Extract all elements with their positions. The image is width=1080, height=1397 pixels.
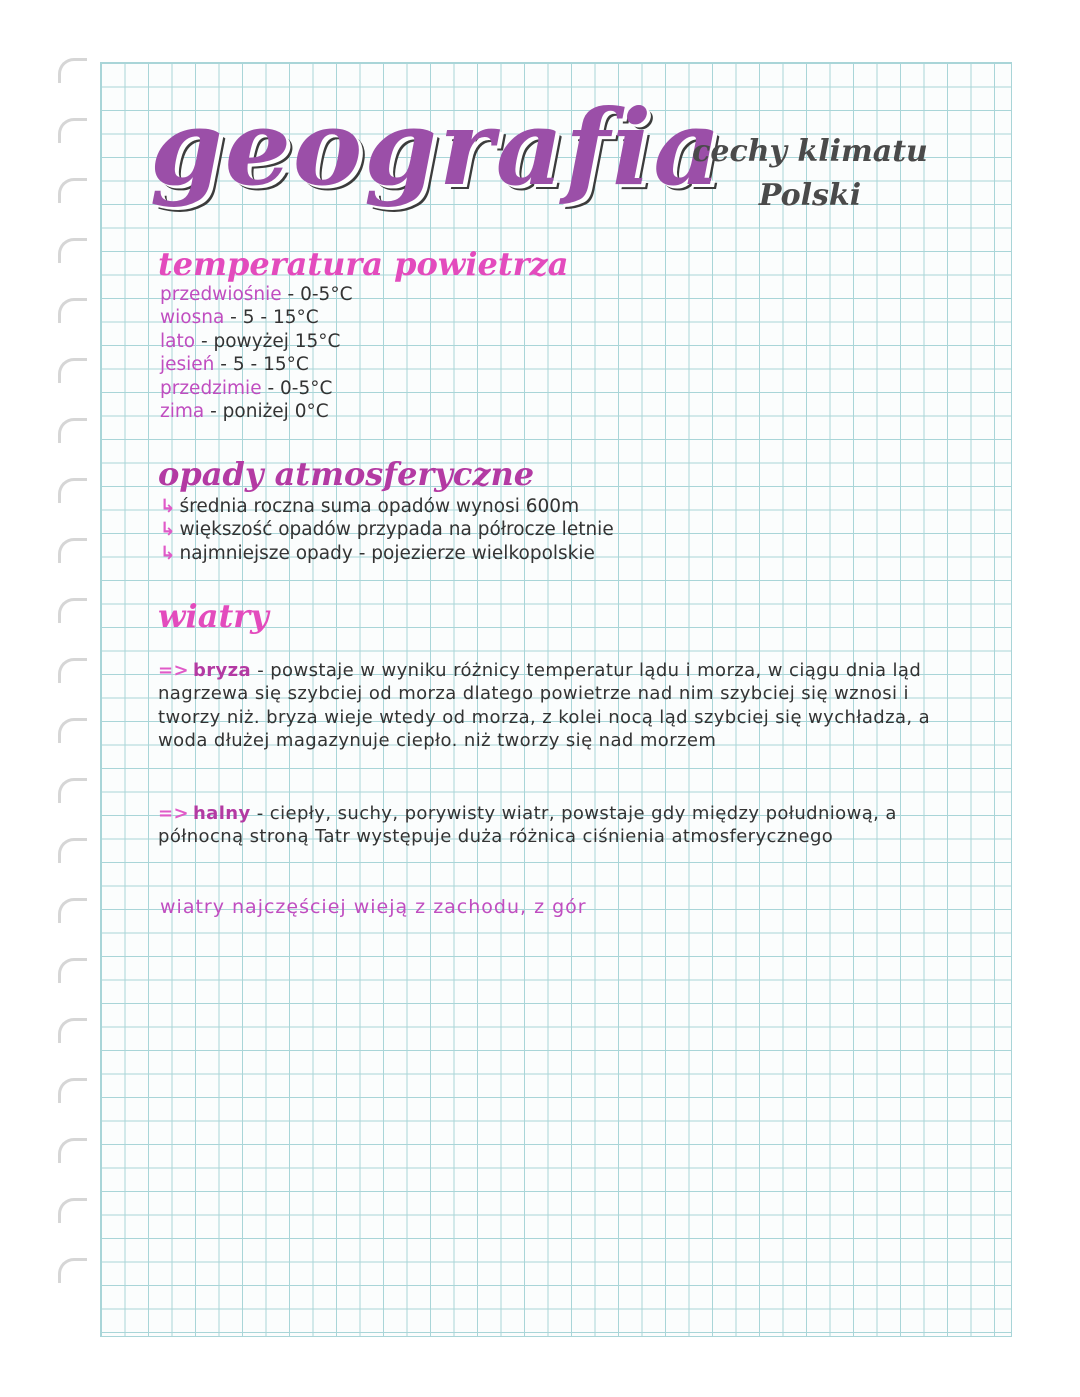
arrow-icon: => bbox=[158, 660, 189, 681]
list-item bbox=[160, 330, 353, 353]
paragraph-text: - powstaje w wyniku różnicy temperatur lądu i morza, w ciągu dnia ląd nagrzewa się szybciej od morza dlatego powietrze nad nim szybciej się wznosi i tworzy niż. bryza wieje wtedy od morza, z kolei nocą ląd szybciej się wychładza, a woda dłużej magazynuje ciepło. niż tworzy się nad morzem bbox=[158, 660, 931, 752]
season-label: zima bbox=[160, 401, 205, 423]
list-item-text: najmniejsze opady - pojezierze wielkopolskie bbox=[179, 542, 595, 564]
season-label: wiosna bbox=[160, 307, 225, 329]
arrow-icon: ↳ bbox=[160, 542, 176, 564]
arrow-icon: ↳ bbox=[160, 496, 176, 517]
paragraph-bryza bbox=[158, 659, 968, 753]
term-halny: halny bbox=[192, 803, 251, 824]
season-value: - 5 - 15°C bbox=[214, 354, 309, 376]
temperature-list bbox=[160, 283, 353, 423]
list-item bbox=[160, 353, 353, 376]
season-value: - 5 - 15°C bbox=[224, 307, 319, 329]
subtitle-line: cechy klimatu bbox=[692, 134, 928, 169]
term-bryza: bryza bbox=[192, 660, 252, 681]
paragraph-text: - ciepły, suchy, porywisty wiatr, powstaje gdy między południową, a północną stroną Tatr występuje duża różnica ciśnienia atmosferycznego bbox=[158, 803, 897, 848]
heading-winds: wiatry bbox=[158, 597, 269, 635]
season-value: - 0-5°C bbox=[261, 377, 333, 399]
list-item bbox=[160, 306, 353, 329]
list-item bbox=[160, 400, 353, 423]
arrow-icon: ↳ bbox=[160, 519, 176, 541]
arrow-icon: => bbox=[158, 803, 189, 824]
heading-precipitation: opady atmosferyczne bbox=[158, 455, 535, 493]
paragraph-halny bbox=[158, 802, 968, 849]
page-subtitle bbox=[660, 130, 960, 218]
season-value: - poniżej 0°C bbox=[204, 401, 329, 423]
list-item bbox=[160, 377, 353, 400]
heading-temperature: temperatura powietrza bbox=[158, 245, 569, 283]
season-label: jesień bbox=[160, 354, 215, 376]
season-label: lato bbox=[160, 330, 196, 352]
list-item bbox=[160, 518, 614, 541]
list-item-text: większość opadów przypada na półrocze letnie bbox=[179, 519, 614, 541]
list-item bbox=[160, 542, 614, 565]
precipitation-list bbox=[160, 495, 614, 565]
list-item-text: średnia roczna suma opadów wynosi 600m bbox=[179, 496, 580, 517]
winds-summary: wiatry najczęściej wieją z zachodu, z gór bbox=[160, 896, 587, 918]
list-item bbox=[160, 283, 353, 306]
subtitle-line: Polski bbox=[758, 178, 862, 213]
page-title: geografia bbox=[150, 86, 723, 209]
list-item bbox=[160, 495, 614, 518]
season-label: przedwiośnie bbox=[160, 284, 282, 305]
season-value: - 0-5°C bbox=[281, 284, 353, 305]
season-value: - powyżej 15°C bbox=[195, 330, 341, 352]
season-label: przedzimie bbox=[160, 377, 262, 399]
